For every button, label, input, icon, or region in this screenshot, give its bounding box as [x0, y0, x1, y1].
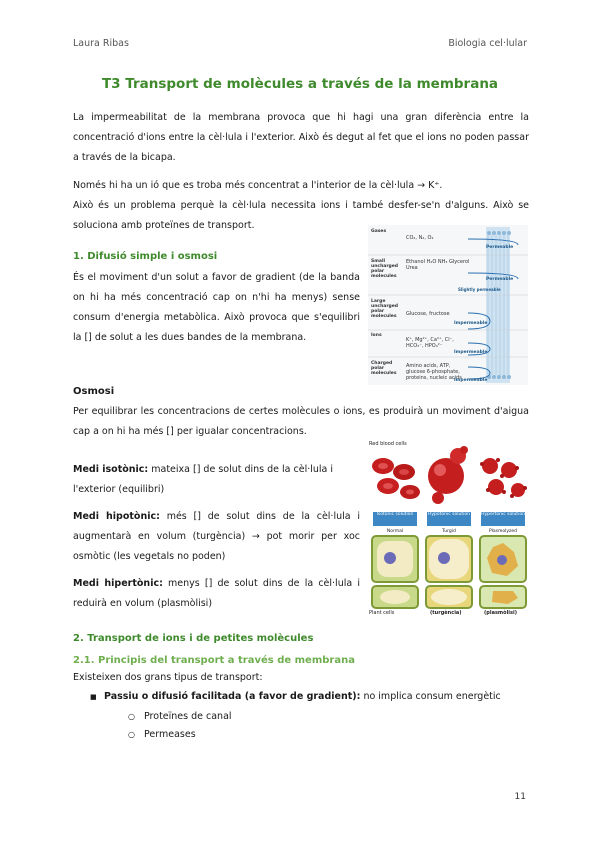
- row-label-ions: Ions: [371, 333, 382, 338]
- row-molecules-large-polar: Glucose, fructose: [406, 311, 450, 317]
- hypertonic-text: menys [] de solut dins de la cèl·lula i reduirà en volum (plasmòlisi): [73, 578, 360, 609]
- hypertonic-definition: [73, 574, 360, 614]
- row-result-small-polar: Permeable: [486, 277, 514, 282]
- isotonic-text: mateixa [] de solut dins de la cèl·lula i l'exterior (equilibri): [73, 464, 334, 495]
- isotonic-solution-label: Isotonic solution: [373, 512, 417, 526]
- rbc-label: Red blood cells: [369, 441, 407, 447]
- plant-cells-label: Plant cells: [369, 610, 395, 616]
- row-molecules-small-polar: Ethanol H₂O NH₃ Glycerol Urea: [406, 259, 470, 271]
- osmosi-heading: Osmosi: [73, 386, 115, 397]
- circle-bullet-icon: ○: [128, 712, 135, 721]
- row-label-large-polar: Large uncharged polar molecules: [371, 299, 399, 319]
- bullet-term: Passiu o difusió facilitada (a favor de gradient):: [104, 691, 361, 702]
- subitem-permeases: [128, 728, 196, 742]
- plasmolysis-caption: (plasmòlisi): [484, 610, 517, 616]
- intro-paragraph-2b: Això és un problema perquè la cèl·lula necessita ions i també desfer-se'n d'alguns. Això se soluciona amb proteïnes de transport.: [73, 200, 529, 231]
- page-number: 11: [514, 792, 526, 802]
- row-label-small-polar: Small uncharged polar molecules: [371, 259, 399, 279]
- section-1-text: És el moviment d'un solut a favor de gradient (de la banda on hi ha més concentració cap on n'hi ha menys) sense consum d'energia metabòlica. Això provoca que s'equilibri la [] de solut a les dues bandes de la membrana.: [73, 272, 360, 343]
- square-bullet-icon: ■: [90, 693, 97, 701]
- tonicity-figure: [368, 440, 530, 620]
- plant-state-plasmolyzed: Plasmolyzed: [488, 529, 518, 534]
- row-result-ions: Impermeable: [454, 350, 488, 355]
- osmosi-text: Per equilibrar les concentracions de certes molècules o ions, es produirà un moviment d'aigua cap a on hi ha més [] per igualar concentracions.: [73, 406, 529, 437]
- row-result-slightly: Slightly permeable: [458, 287, 501, 292]
- turgid-caption: (turgència): [430, 610, 462, 616]
- hypotonic-solution-label: Hypotonic solution: [427, 512, 471, 526]
- row-molecules-gases: CO₂, N₂, O₂: [406, 235, 434, 241]
- section-1-heading: 1. Difusió simple i osmosi: [73, 251, 218, 262]
- transport-bullet: [90, 690, 501, 704]
- hypotonic-definition: [73, 507, 360, 567]
- section-2-1-heading: 2.1. Principis del transport a través de membrana: [73, 655, 355, 666]
- isotonic-definition: [73, 460, 360, 500]
- plant-state-turgid: Turgid: [442, 529, 456, 534]
- subitem-text: Proteïnes de canal: [144, 711, 232, 722]
- hypotonic-text: més [] de solut dins de la cèl·lula i augmentarà en volum (turgència) → pot morir per xoc osmòtic (les vegetals no poden): [73, 511, 361, 562]
- row-label-charged-polar: Charged polar molecules: [371, 361, 397, 376]
- section-2-heading: 2. Transport de ions i de petites molècules: [73, 633, 314, 644]
- isotonic-term: Medi isotònic:: [73, 464, 149, 475]
- row-label-gases: Gases: [371, 229, 387, 234]
- subitem-text: Permeases: [144, 729, 196, 740]
- hypotonic-term: Medi hipotònic:: [73, 511, 160, 522]
- row-result-charged-polar: Impermeable: [454, 378, 488, 383]
- header-author: Laura Ribas: [73, 38, 129, 49]
- circle-bullet-icon: ○: [128, 730, 135, 739]
- intro-paragraph-1: La impermeabilitat de la membrana provoca que hi hagi una gran diferència entre la concentració d'ions entre la cèl·lula i l'exterior. Això és degut al fet que el ions no poden passar a través de la bicapa.: [73, 112, 529, 163]
- section-2-intro: Existeixen dos grans tipus de transport:: [73, 672, 263, 683]
- page-title: T3 Transport de molècules a través de la membrana: [101, 76, 499, 92]
- header-subject: Biologia cel·lular: [448, 38, 527, 49]
- intro-paragraph-2a: Només hi ha un ió que es troba més concentrat a l'interior de la cèl·lula → K⁺.: [73, 180, 443, 191]
- subitem-channel-proteins: [128, 710, 232, 724]
- hypertonic-term: Medi hipertònic:: [73, 578, 163, 589]
- row-result-gases: Permeable: [486, 245, 514, 250]
- plant-state-normal: Normal: [386, 529, 404, 534]
- permeability-figure: [368, 225, 528, 385]
- row-result-large-polar: Impermeable: [454, 321, 488, 326]
- row-molecules-ions: K⁺, Mg²⁺, Ca²⁺, Cl⁻, HCO₃⁻, HPO₄²⁻: [406, 337, 454, 349]
- row-molecules-charged-polar: Amino acids, ATP, glucose 6-phosphate, proteins, nucleic acids: [406, 363, 462, 381]
- bullet-text: no implica consum energètic: [360, 691, 501, 702]
- hypertonic-solution-label: Hypertonic solution: [481, 512, 525, 526]
